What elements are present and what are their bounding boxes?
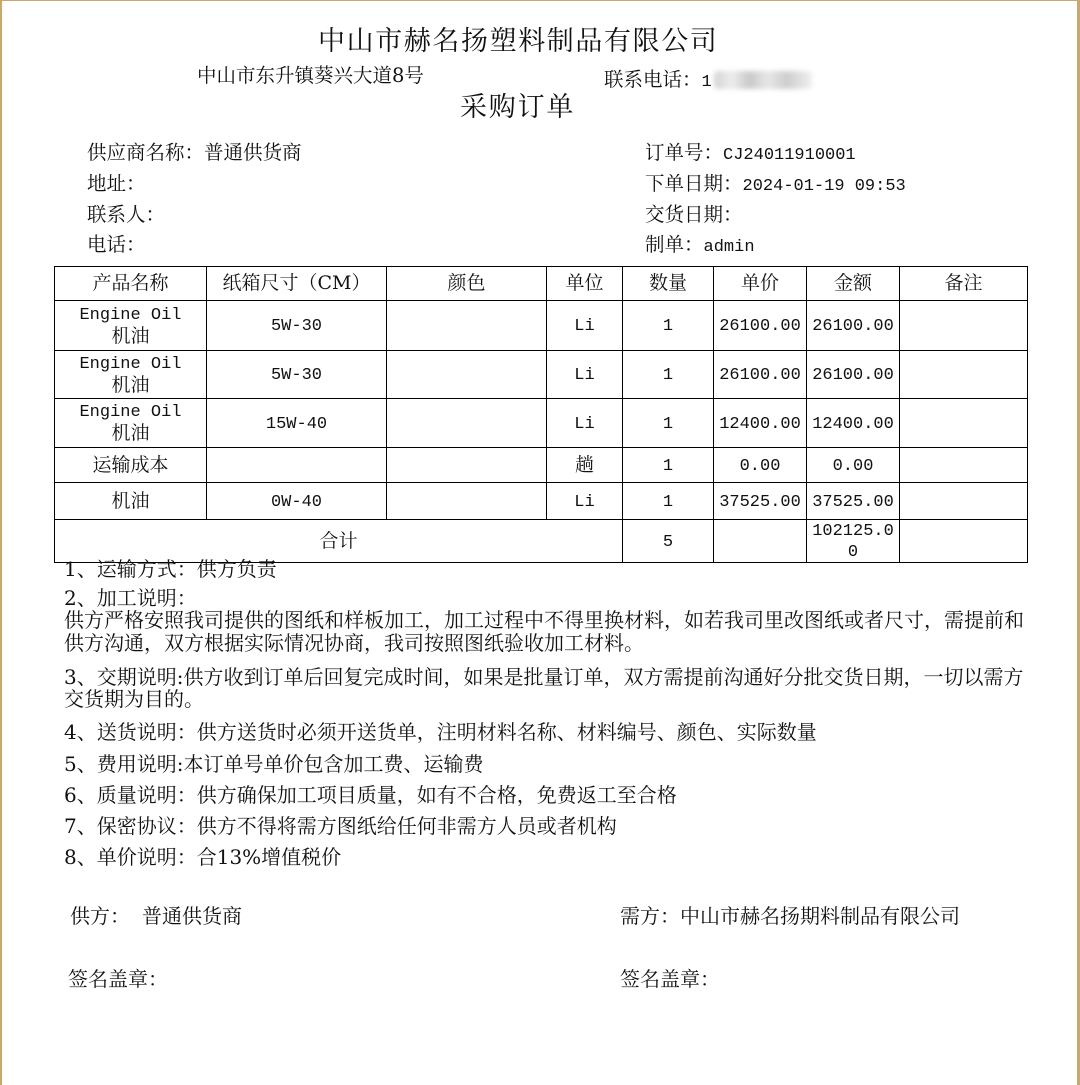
header-amount: 金额 [807,267,900,301]
supplier-name-label: 供应商名称： [87,141,205,164]
supplier-signature-label: 签名盖章： [68,967,168,991]
supplier-contact-label: 联系人： [87,203,166,226]
header-unit-price: 单价 [714,267,807,301]
supplier-name-line [87,141,302,165]
total-amount-value: 102125.00 [812,522,894,562]
product-name-line2: 机油 [111,373,150,396]
header-product-name: 产品名称 [55,267,207,301]
header-quantity: 数量 [623,267,714,301]
cell-color [387,483,547,520]
unit-value: Li [574,366,595,385]
cell-remark [900,399,1028,448]
buyer-party-name: 中山市赫名扬期料制品有限公司 [680,904,960,928]
supplier-party-label: 供方： [70,904,130,928]
note-unit-price: 8、单价说明：合13%增值税价 [64,845,342,869]
note-transport: 1、运输方式：供方负责 [64,557,277,581]
creator-line [645,233,755,260]
cell-unit-price [714,399,807,448]
unit-price-value: 26100.00 [719,366,801,385]
cell-remark [900,351,1028,399]
product-name-line2: 机油 [111,324,150,347]
cell-unit-price [714,448,807,483]
cell-product-name [55,399,207,448]
table-row [55,483,1028,520]
cell-unit-price [714,301,807,351]
cell-total-amount [807,520,900,563]
table-row [55,301,1028,351]
table-row [55,351,1028,399]
cell-unit [547,448,623,483]
order-date-line [645,172,906,199]
cell-amount [807,301,900,351]
unit-value: Li [574,317,595,336]
product-name-line1: 机油 [111,489,150,512]
product-name-line1: Engine Oil [79,354,182,374]
order-number-value: CJ24011910001 [723,146,856,165]
amount-value: 37525.00 [812,492,894,512]
buyer-party [620,904,960,928]
order-number-label: 订单号： [645,141,724,164]
cell-product-name [55,448,207,483]
cell-remark [900,448,1028,483]
note-delivery-period: 3、交期说明:供方收到订单后回复完成时间，如果是批量订单，双方需提前沟通好分批交货日期，一切以需方交货期为目的。 [64,665,1024,711]
supplier-address-label: 地址： [87,172,146,195]
cell-color [387,351,547,399]
document-title: 采购订单 [460,92,576,123]
header-remark: 备注 [900,267,1028,301]
cell-quantity [623,399,714,448]
cell-total-remark [900,520,1028,563]
cell-color [387,448,547,483]
cell-quantity [623,483,714,520]
cell-quantity [623,351,714,399]
note-fees: 5、费用说明:本订单号单价包含加工费、运输费 [64,752,484,776]
unit-price-value: 26100.00 [719,317,801,336]
cell-carton-size [207,301,387,351]
header-color: 颜色 [387,267,547,301]
amount-value: 26100.00 [812,317,894,336]
blurred-phone-digits [714,71,812,89]
cell-total-unit-price [714,520,807,563]
quantity-value: 1 [662,366,674,385]
cell-unit-price [714,483,807,520]
cell-carton-size [207,483,387,520]
cell-unit [547,351,623,399]
cell-product-name [55,483,207,520]
company-name: 中山市赫名扬塑料制品有限公司 [318,26,719,57]
order-date-label: 下单日期： [645,172,743,195]
unit-value: 趟 [574,453,594,476]
unit-price-value: 37525.00 [719,492,801,512]
phone-visible-digits: 1 [701,73,712,92]
cell-amount [807,483,900,520]
note-confidentiality: 7、保密协议：供方不得将需方图纸给任何非需方人员或者机构 [64,814,617,838]
total-label: 合计 [319,529,358,552]
cell-amount [807,351,900,399]
unit-price-value: 0.00 [739,456,781,476]
cell-carton-size [207,399,387,448]
unit-price-value: 12400.00 [719,414,801,434]
company-phone [604,68,712,95]
cell-total-quantity [623,520,714,563]
supplier-party-name: 普通供货商 [142,904,242,928]
cell-carton-size [207,351,387,399]
amount-value: 0.00 [832,456,874,476]
note-quality: 6、质量说明：供方确保加工项目质量，如有不合格，免费返工至合格 [64,783,677,807]
cell-remark [900,483,1028,520]
supplier-party [70,904,242,928]
cell-unit [547,301,623,351]
cell-unit [547,399,623,448]
creator-value: admin [703,238,755,257]
order-number-line [645,141,856,168]
unit-value: Li [574,492,595,512]
amount-value: 12400.00 [812,414,894,434]
amount-value: 26100.00 [812,366,894,385]
cell-unit-price [714,351,807,399]
order-date-value: 2024-01-19 09:53 [742,177,906,196]
carton-size-value: 15W-40 [265,414,328,434]
cell-quantity [623,301,714,351]
cell-amount [807,399,900,448]
note-delivery: 4、送货说明：供方送货时必须开送货单，注明材料名称、材料编号、颜色、实际数量 [64,720,817,744]
table-row [55,448,1028,483]
product-name-line1: 运输成本 [92,453,169,476]
cell-carton-size [207,448,387,483]
note-processing-title: 2、加工说明： [64,586,197,610]
cell-remark [900,301,1028,351]
carton-size-value: 0W-40 [270,492,322,512]
quantity-value: 1 [662,317,674,336]
company-address: 中山市东升镇葵兴大道8号 [197,64,424,87]
buyer-signature-label: 签名盖章： [620,967,720,991]
carton-size-value: 5W-30 [270,366,322,385]
delivery-date-label: 交货日期： [645,203,743,226]
cell-product-name [55,301,207,351]
product-name-line2: 机油 [111,422,150,444]
table-row [55,399,1028,448]
supplier-name-value: 普通供货商 [204,141,302,164]
cell-quantity [623,448,714,483]
cell-color [387,399,547,448]
header-carton-size: 纸箱尺寸（CM） [207,267,387,301]
cell-amount [807,448,900,483]
quantity-value: 1 [662,414,674,434]
product-name-line1: Engine Oil [79,305,182,325]
table-header-row [55,267,1028,301]
note-processing-body: 供方严格安照我司提供的图纸和样板加工，加工过程中不得里换材料，如若我司里改图纸或者尺寸，需提前和供方沟通，双方根据实际情况协商，我司按照图纸验收加工材料。 [64,608,1024,655]
cell-color [387,301,547,351]
total-quantity-value: 5 [662,532,674,552]
creator-label: 制单： [645,233,704,256]
cell-unit [547,483,623,520]
header-unit: 单位 [547,267,623,301]
product-name-line1: Engine Oil [79,403,182,422]
buyer-party-label: 需方： [620,904,680,928]
phone-label: 联系电话： [604,68,702,91]
carton-size-value: 5W-30 [270,317,322,336]
quantity-value: 1 [662,492,674,512]
unit-value: Li [574,414,595,434]
quantity-value: 1 [662,456,674,476]
order-items-table [54,266,1028,563]
supplier-phone-label: 电话： [87,233,146,256]
cell-product-name [55,351,207,399]
